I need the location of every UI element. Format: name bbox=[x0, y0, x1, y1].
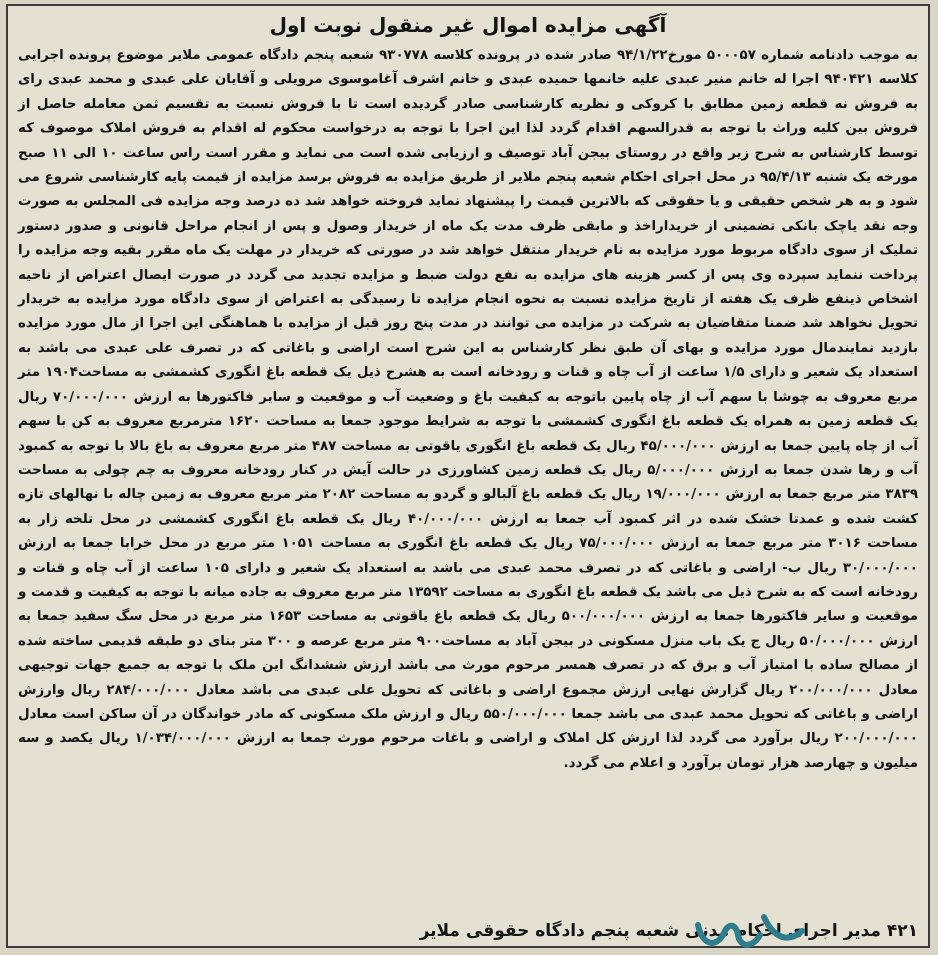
notice-body-text: به موجب دادنامه شماره ۵۰۰۰۵۷ مورخ۹۴/۱/۲۲ صادر شده در پرونده کلاسه ۹۳۰۷۷۸ شعبه پنجم دادگاه عمومی ملایر موضوع پرونده اجرایی کلاسه ۹۴۰۴۲۱ اجرا له خانم منیر عبدی علیه خانمها حمیده عبدی و خانم اشرف آغاموسوی مرویلی و آقایان علی عبدی و محمد عبدی رای به فروش نه قطعه زمین مطابق با کروکی و نظریه کارشناسی صادر گردیده است تا با فروش نسبت به تقسیم ثمن معامله حاصل از فروش بین کلیه وراث با توجه به قدرالسهم اقدام گردد لذا این اجرا با توجه به درخواست محکوم له اقدام به فروش املاک موصوف که توسط کارشناس به شرح زیر واقع در روستای بیجن آباد توصیف و ارزیابی شده است می نماید و مقرر است راس ساعت ۱۰ الی ۱۱ صبح مورخه یک شنبه ۹۵/۴/۱۳ در محل اجرای احکام شعبه پنجم ملایر از طریق مزایده به فروش برسد مزایده از قیمت پایه کارشناسی شروع می شود و به هر شخص حقیقی و یا حقوقی که بالاترین قیمت را پیشنهاد نماید فروخته خواهد شد ده درصد وجه مزایده فی المجلس به صورت وجه نقد یاچک بانکی تضمینی از خریداراخذ و مابقی ظرف مدت یک ماه از خریدار وصول و پس از انجام مراحل قانونی و صدور دستور تملیک از سوی دادگاه مربوط مورد مزایده به نام خریدار منتقل خواهد شد در صورتی که خریدار در مهلت یک ماه مقرر بقیه وجه مزایده را پرداخت ننماید سپرده وی پس از کسر هزینه های مزایده به نفع دولت ضبط و مزایده تجدید می گردد در صورت ایصال اعتراض از ناحیه اشخاص ذینفع ظرف یک هفته از تاریخ مزایده نسبت به نحوه انجام مزایده تا رسیدگی به اعتراض از سوی دادگاه مورد مزایده به خریدار تحویل نخواهد شد ضمنا متقاضیان به شرکت در مزایده می توانند در مدت پنج روز قبل از مزایده با هماهنگی این اجرا از مال مورد مزایده بازدید نمایندمال مورد مزایده و بهای آن طبق نظر کارشناس به این شرح است اراضی و باغاتی که در تصرف علی عبدی می باشد به استعداد یک شعیر و دارای ۱/۵ ساعت از آب چاه و قنات و رودخانه است به هشرح ذیل یک قطعه باغ انگوری کشمشی به مساحت۱۹۰۴ متر مربع معروف به چوشا با سهم آب از چاه پایین باتوجه به کیفیت باغ و وضعیت آب و موقعیت و سایر فاکتورها به ارزش ۷۰/۰۰۰/۰۰۰ ریال یک قطعه زمین به همراه یک قطعه باغ انگوری کشمشی با توجه به شرایط موجود جمعا به مساحت ۱۶۲۰ مترمربع معروف به کن با سهم آب از چاه پایین جمعا به ارزش ۴۵/۰۰۰/۰۰۰ ریال یک قطعه باغ انگوری یاقوتی به مساحت ۴۸۷ متر مربع معروف به باغ بالا با توجه به کمبود آب و رها شدن جمعا به ارزش ۵/۰۰۰/۰۰۰ ریال یک قطعه زمین کشاورزی در حالت آیش در کنار رودخانه معروف به چم چولی به مساحت ۳۸۳۹ متر مربع جمعا به ارزش ۱۹/۰۰۰/۰۰۰ ریال یک قطعه باغ آلبالو و گردو به مساحت ۲۰۸۲ متر مربع معروف به زمین چاله با نهالهای تازه کشت شده و عمدتا خشک شده در اثر کمبود آب جمعا به ارزش ۴۰/۰۰۰/۰۰۰ ریال یک قطعه باغ انگوری کشمشی در محل تلخه زار به مساحت ۳۰۱۶ متر مربع جمعا به ارزش ۷۵/۰۰۰/۰۰۰ ریال یک قطعه باغ انگوری به مساحت ۱۰۵۱ متر مربع در محل خرابا جمعا به ارزش ۳۰/۰۰۰/۰۰۰ ریال ب- اراضی و باغاتی که در تصرف محمد عبدی می باشد به استعداد یک شعیر و دارای ۱۰۵ ساعت از آب چاه و قنات و رودخانه است که به شرح ذیل می باشد یک قطعه باغ انگوری به مساحت ۱۳۵۹۲ متر مربع معروف به جاده میانه با توجه به کیفیت و قدمت و موقعیت و سایر فاکتورها جمعا به ارزش ۵۰۰/۰۰۰/۰۰۰ ریال یک قطعه باغ یاقوتی به مساحت ۱۶۵۳ متر مربع در محل سگ سفید جمعا به ارزش ۵۰/۰۰۰/۰۰۰ ریال ج یک باب منزل مسکونی در بیجن آباد به مساحت۹۰۰ متر مربع عرصه و ۳۰۰ متر بنای دو طبقه قدیمی ساخته شده از مصالح ساده با امتیاز آب و برق که در تصرف همسر مرحوم مورث می باشد ارزش ششدانگ این ملک با توجه به جمیع جهات توجیهی معادل ۲۰۰/۰۰۰/۰۰۰ ریال گزارش نهایی ارزش مجموع اراضی و باغاتی که تحویل علی عبدی می باشد معادل ۲۸۴/۰۰۰/۰۰۰ ریال وارزش اراضی و باغاتی که تحویل محمد عبدی می باشد جمعا ۵۵۰/۰۰۰/۰۰۰ ریال و ارزش ملک مسکونی که مادر خواندگان در آن ساکن است معادل ۲۰۰/۰۰۰/۰۰۰ ریال برآورد می گردد لذا ارزش کل املاک و اراضی و باغات مرحوم مورث جمعا به ارزش ۱/۰۳۴/۰۰۰/۰۰۰ ریال یکصد و سه میلیون و چهارصد هزار تومان برآورد و اعلام می گردد. bbox=[18, 48, 919, 771]
handwritten-signature-icon bbox=[690, 905, 810, 953]
notice-footer-signature-line: ۴۲۱ مدیر اجرای احکام مدنی شعبه پنجم دادگاه حقوقی ملایر bbox=[419, 921, 918, 941]
notice-title: آگهی مزایده اموال غیر منقول نوبت اول bbox=[269, 13, 667, 37]
auction-notice bbox=[6, 4, 930, 948]
notice-body bbox=[18, 44, 918, 776]
